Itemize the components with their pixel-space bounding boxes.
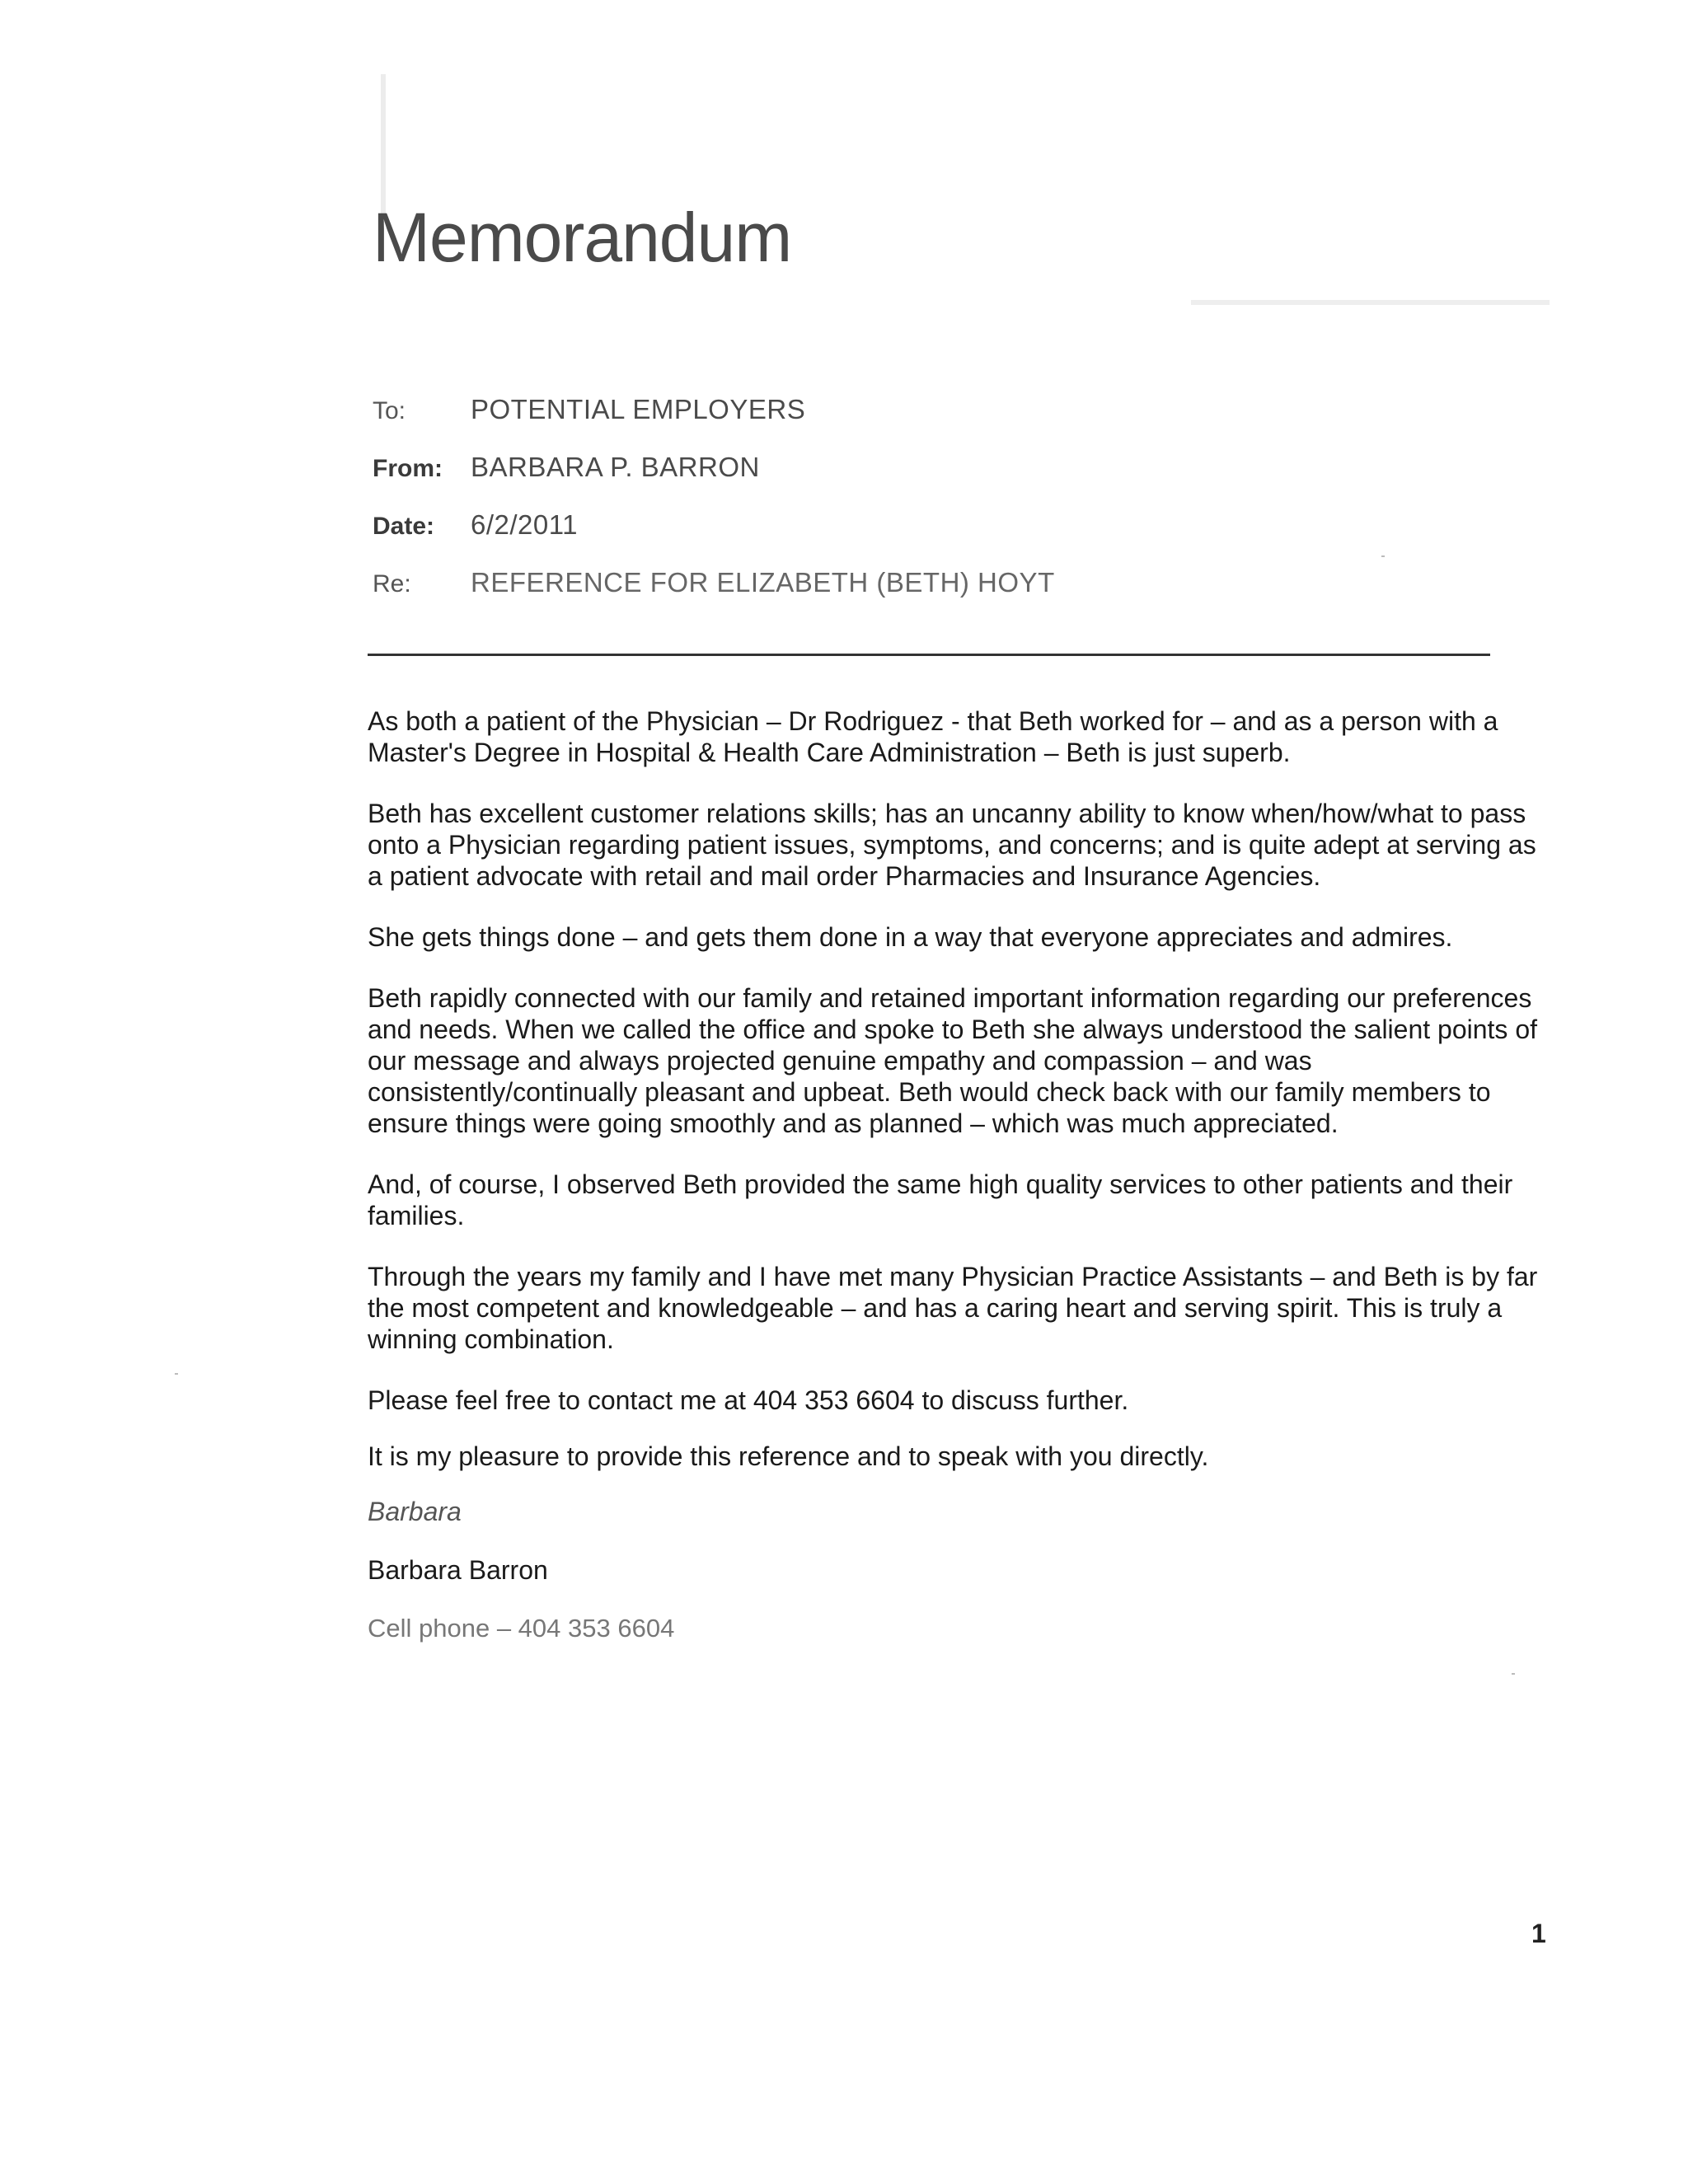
body-paragraph: She gets things done – and gets them done in a way that everyone appreciates and admires.: [368, 922, 1453, 952]
body-paragraph: Beth has excellent customer relations skills; has an uncanny ability to know when/how/what to pass onto a Physician regarding patient issues, symptoms, and concerns; and is quite adept at serving as a patient advocate with retail and mail order Pharmacies and Insurance Agencies.: [368, 799, 1536, 891]
scan-speck: [1512, 1673, 1515, 1675]
body-paragraph: Through the years my family and I have met many Physician Practice Assistants – and Beth is by far the most competent and knowledgeable – and has a caring heart and serving spirit. This is truly a winning combination.: [368, 1262, 1538, 1354]
signer-name: Barbara Barron: [368, 1555, 548, 1585]
scan-speck: [1381, 555, 1385, 557]
memo-title: Memorandum: [373, 199, 792, 276]
signature: Barbara: [368, 1497, 462, 1526]
body-paragraph: It is my pleasure to provide this reference and to speak with you directly.: [368, 1441, 1209, 1471]
body-paragraph: As both a patient of the Physician – Dr Rodriguez - that Beth worked for – and as a person with a Master's Degree in Hospital & Health Care Administration – Beth is just superb.: [368, 706, 1498, 767]
header-divider: [368, 654, 1490, 656]
date-row: [373, 506, 1526, 564]
to-row: [373, 391, 1526, 448]
cell-phone-line: Cell phone – 404 353 6604: [368, 1614, 675, 1643]
to-label: To:: [373, 397, 406, 424]
from-row: [373, 448, 1526, 506]
body-paragraph: Beth rapidly connected with our family and retained important information regarding our preferences and needs. When we called the office and spoke to Beth she always understood the salient points of our message and always projected genuine empathy and compassion – and was consistently/continually pleasant and upbeat. Beth would check back with our family members to ensure things were going smoothly and as planned – which was much appreciated.: [368, 983, 1537, 1138]
memo-header: [373, 391, 1526, 621]
body-paragraph: And, of course, I observed Beth provided the same high quality services to other patients and their families.: [368, 1169, 1513, 1230]
re-label: Re:: [373, 570, 411, 598]
from-label: From:: [373, 455, 443, 482]
date-value: 6/2/2011: [471, 509, 579, 540]
from-value: BARBARA P. BARRON: [471, 452, 760, 482]
page-number: 1: [1531, 1919, 1546, 1948]
scan-artifact: [1191, 300, 1550, 305]
date-label: Date:: [373, 513, 435, 540]
to-value: POTENTIAL EMPLOYERS: [471, 394, 806, 424]
body-paragraph: Please feel free to contact me at 404 353 6604 to discuss further.: [368, 1385, 1129, 1415]
scan-speck: [175, 1373, 178, 1375]
memo-body: [368, 705, 1538, 1643]
re-row: [373, 564, 1526, 621]
re-value: REFERENCE FOR ELIZABETH (BETH) HOYT: [471, 567, 1055, 598]
